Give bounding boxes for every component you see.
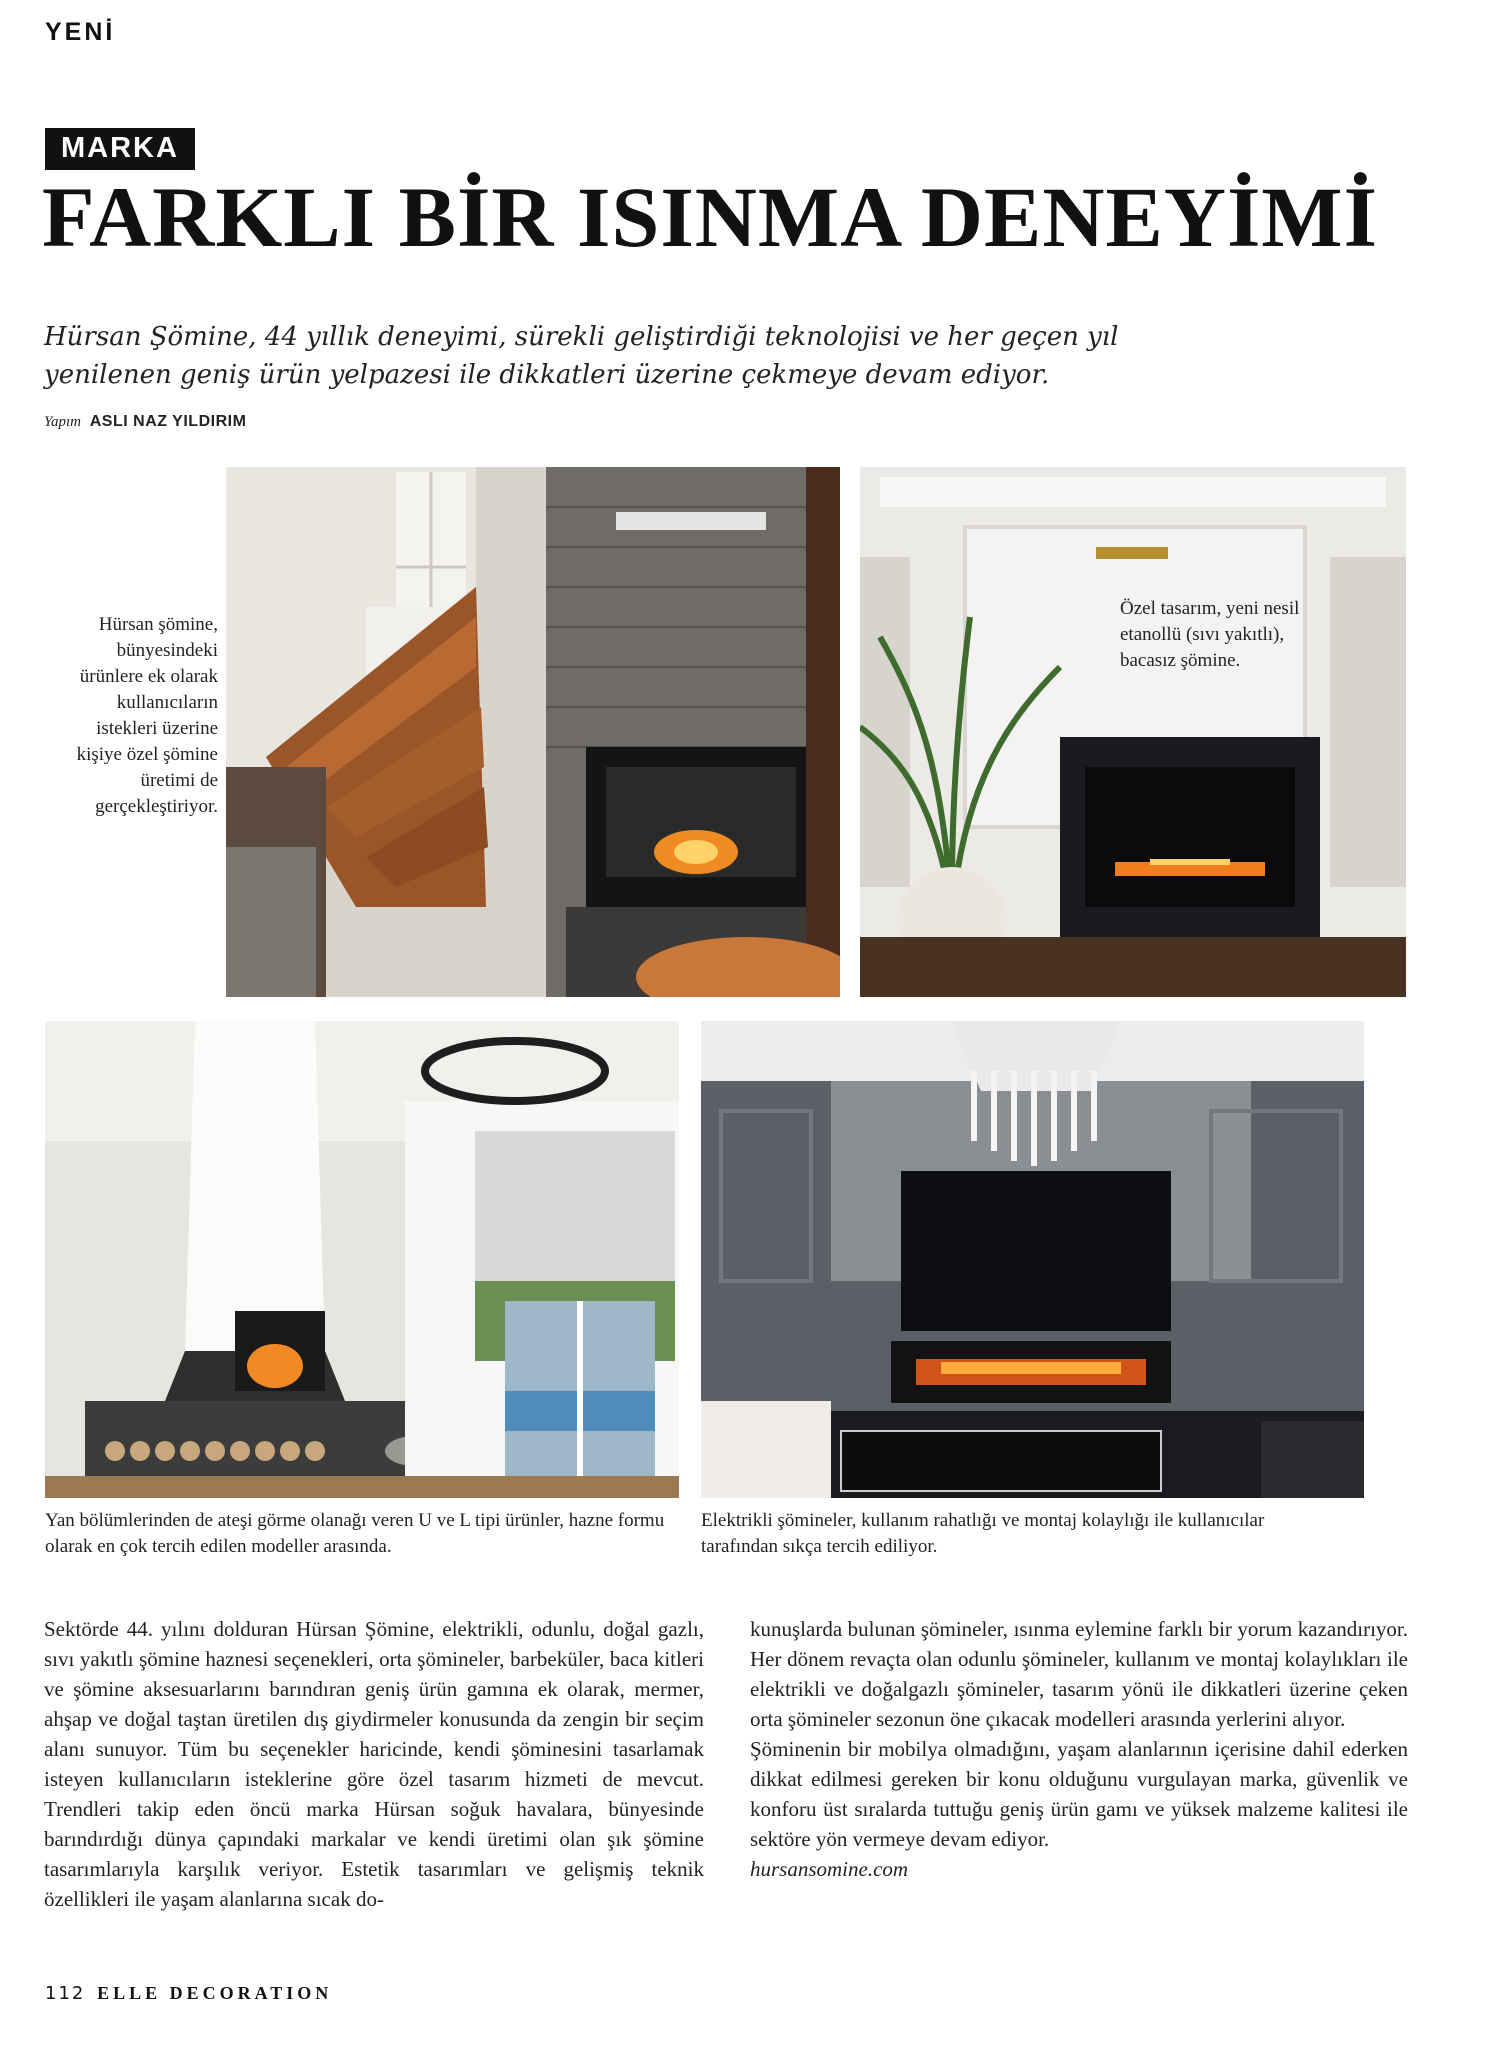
caption-photo-3: Yan bölümlerinden de ateşi görme olanağı veren U ve L tipi ürünler, hazne formu olarak en çok tercih edilen modeller arasında. [45,1510,665,1557]
photo-electric-fireplace [701,1021,1364,1498]
category-tag: MARKA [45,128,195,170]
section-label: YENİ [45,18,116,46]
photo-stone-fireplace [226,467,840,997]
body-column-2 [750,1614,1408,1884]
article-title: FARKLI BİR ISINMA DENEYİMİ [42,169,1379,265]
byline-role: Yapım [44,414,81,430]
body-paragraph: Şöminenin bir mobilya olmadığını, yaşam alanlarının içerisine dahil ederken dikkat edilmesi gereken bir konu olduğunu vurgulayan marka, güvenlik ve konforu üst sıralarda tuttuğu geniş ürün gamı ve yüksek malzeme kalitesi ile sektöre yön vermeye devam ediyor. [750,1737,1408,1851]
caption-photo-1: Hürsan şömine, bünyesindeki ürünlere ek olarak kullanıcıların istekleri üzerine kişiye özel şömine üretimi de gerçekleştiriyor. [76,614,218,817]
page-number: 112 [45,1983,86,2004]
article-lede: Hürsan Şömine, 44 yıllık deneyimi, sürekli geliştirdiği teknolojisi ve her geçen yıl yenilenen geniş ürün yelpazesi ile dikkatleri üzerine çekmeye devam ediyor. [44,322,1119,390]
byline [44,412,246,431]
body-paragraph: kunuşlarda bulunan şömineler, ısınma eylemine farklı bir yorum kazandırıyor. Her dönem revaçta olan odunlu şömineler, kullanım ve montaj kolaylıkları ile elektrikli ve doğalgazlı şömineler, tasarım yönü ile dikkatleri üzerine çeken orta şömineler sezonun öne çıkacak modelleri arasında yerlerini alıyor. [750,1617,1408,1731]
magazine-name: ELLE DECORATION [97,1983,333,2003]
body-paragraph: Sektörde 44. yılını dolduran Hürsan Şömine, elektrikli, odunlu, doğal gazlı, sıvı yakıtlı şömine haznesi seçenekleri, orta şömineler, barbeküler, baca kitleri ve şömine aksesuarlarını barındıran geniş ürün gamına ek olarak, mermer, ahşap ve doğal taştan üretilen dış giydirmeler konusunda da zengin bir seçim alanı sunuyor. Tüm bu seçenekler haricinde, kendi şöminesini tasarlamak isteyen kullanıcıların isteklerine göre özel tasarım hizmeti de mevcut. Trendleri takip eden öncü marka Hürsan soğuk havalara, bünyesinde barındırdığı dünya çapındaki markalar ve kendi üretimi olan şık şömine tasarımlarıyla karşılık veriyor. Estetik tasarımları ve gelişmiş teknik özellikleri ile yaşam alanlarına sıcak do- [44,1617,704,1911]
body-column-1 [44,1614,704,1914]
caption-photo-4: Elektrikli şömineler, kullanım rahatlığı ve montaj kolaylığı ile kullanıcılar tarafından sıkça tercih ediliyor. [701,1510,1265,1557]
page-footer [45,1983,332,2004]
photo-corner-fireplace [45,1021,679,1498]
byline-name: ASLI NAZ YILDIRIM [89,413,247,430]
caption-photo-2: Özel tasarım, yeni nesil etanollü (sıvı yakıtlı), bacasız şömine. [1120,598,1300,671]
website-link[interactable]: hursansomine.com [750,1857,909,1881]
photo-marble-fireplace [860,467,1406,997]
